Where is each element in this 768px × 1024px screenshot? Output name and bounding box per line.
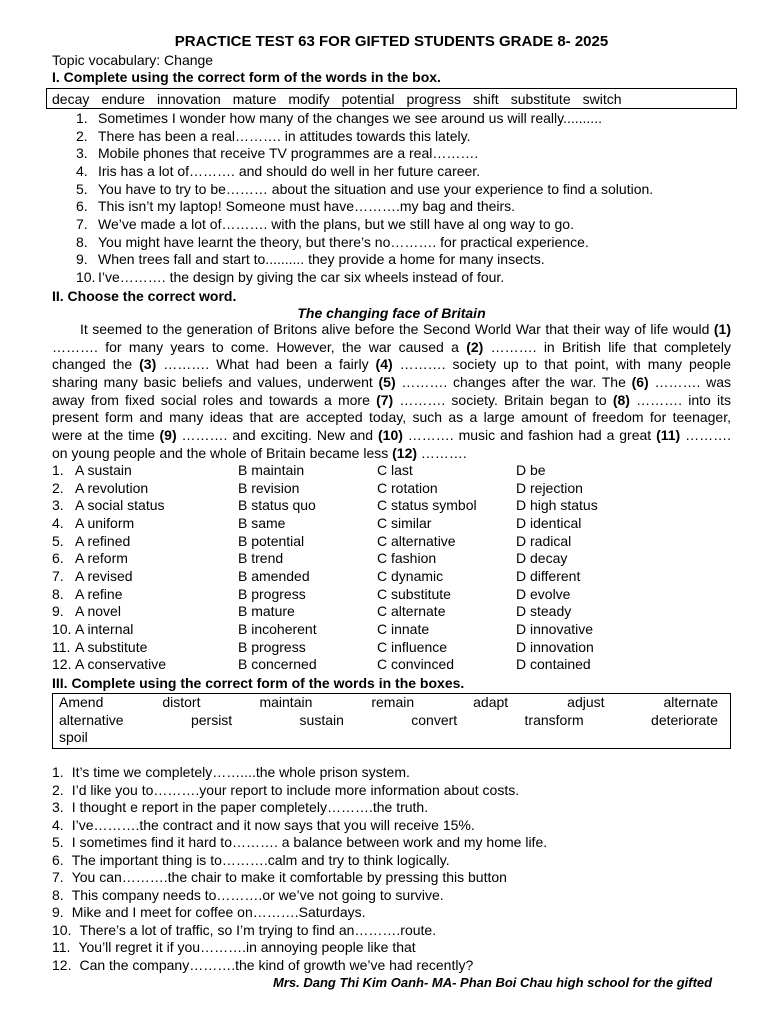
option-a: A reform [75, 550, 128, 567]
question-number: 8. [52, 886, 64, 903]
gap-number: (12) [392, 444, 418, 461]
passage-line [52, 409, 731, 427]
passage-line [52, 427, 731, 445]
option-a: A revised [75, 567, 133, 584]
option-a: A novel [75, 603, 121, 620]
section-1-heading: I. Complete using the correct form of the words in the box. [52, 69, 441, 85]
option-b: B amended [238, 567, 310, 584]
question-number: 1. [52, 764, 64, 780]
question-number: 5. [52, 834, 64, 850]
option-d: D steady [516, 603, 572, 620]
question-text: I’ve………. the design by giving the car six wheels instead of four. [98, 268, 505, 285]
option-number: 2. [52, 479, 64, 496]
option-row [52, 480, 731, 498]
option-c: C alternate [377, 603, 446, 620]
question-number: 8. [76, 233, 88, 250]
option-number: 3. [52, 497, 64, 514]
box-word: adapt [473, 694, 509, 710]
option-a: A conservative [75, 656, 167, 673]
option-d: D innovation [516, 638, 594, 655]
passage-text: ………. What had been a fairly [156, 356, 376, 373]
question-item [76, 128, 736, 146]
question-item [76, 145, 736, 163]
question-number: 12. [52, 956, 72, 973]
question-item [76, 181, 736, 199]
question-text: This company needs to……….or we’ve not going to survive. [71, 886, 444, 903]
gap-number: (10) [378, 426, 403, 443]
option-a: A refined [75, 532, 131, 549]
question-item [52, 782, 731, 800]
question-number: 10. [52, 921, 72, 938]
option-number: 4. [52, 514, 64, 531]
question-text: There has been a real………. in attitudes towards this lately. [98, 127, 471, 144]
page-title: PRACTICE TEST 63 FOR GIFTED STUDENTS GRADE 8- 2025 [174, 33, 609, 50]
option-number: 12. [52, 656, 72, 673]
question-number: 7. [76, 215, 88, 232]
option-row [52, 550, 731, 568]
section-1-questions [76, 110, 736, 287]
passage-text: ………. in British life that completely [483, 338, 731, 355]
gap-number: (7) [376, 391, 394, 408]
option-b: B revision [238, 479, 300, 496]
box-word: deteriorate [651, 711, 718, 728]
question-item [76, 216, 736, 234]
option-d: D evolve [516, 585, 571, 602]
question-number: 2. [52, 781, 64, 798]
question-text: I’ve……….the contract and it now says that you will receive 15%. [71, 816, 475, 833]
question-text: Mobile phones that receive TV programmes are a real………. [98, 145, 479, 162]
question-item [52, 817, 731, 835]
option-c: C dynamic [377, 567, 444, 584]
answer-options [52, 462, 731, 674]
passage-line [52, 321, 731, 339]
question-text: The important thing is to……….calm and try to think logically. [71, 851, 450, 868]
option-c: C similar [377, 514, 432, 531]
option-number: 9. [52, 603, 64, 620]
passage-text: ………. for many years to come. However, the war caused a [52, 338, 467, 355]
option-row [52, 639, 731, 657]
question-text: You might have learnt the theory, but there’s no………. for practical experience. [98, 233, 589, 250]
option-b: B same [238, 514, 286, 531]
question-text: I’d like you to……….your report to include more information about costs. [71, 781, 520, 798]
option-row [52, 515, 731, 533]
option-d: D high status [516, 497, 598, 514]
box-word: innovation [156, 90, 221, 107]
option-d: D radical [516, 532, 572, 549]
word-box-row [59, 729, 718, 747]
box-word: endure [101, 90, 145, 107]
passage-text: ………. society. Britain began to [393, 391, 613, 408]
option-a: A uniform [75, 514, 135, 531]
question-text: You have to try to be……… about the situation and use your experience to find a solution. [98, 180, 654, 197]
question-number: 11. [52, 939, 71, 955]
option-d: D innovative [516, 620, 594, 637]
question-text: Iris has a lot of………. and should do well in her future career. [98, 162, 481, 179]
box-word: sustain [299, 711, 344, 728]
gap-number: (3) [139, 356, 157, 373]
box-word: distort [162, 694, 201, 710]
passage-text: ………. changes after the war. The [395, 373, 632, 390]
passage-text: ………. was [648, 373, 731, 390]
box-word: maintain [259, 694, 313, 710]
question-item [52, 834, 731, 852]
box-word: alternative [59, 711, 124, 728]
question-item [76, 251, 736, 269]
option-c: C last [377, 462, 413, 478]
option-b: B mature [238, 603, 295, 620]
question-number: 10. [76, 268, 96, 285]
option-row [52, 462, 731, 480]
question-text: You can……….the chair to make it comfortable by pressing this button [71, 869, 507, 885]
passage [52, 321, 731, 462]
passage-text: away from fixed social roles and towards a more [52, 391, 377, 408]
question-item [76, 234, 736, 252]
question-number: 7. [52, 869, 64, 885]
question-text: This isn’t my laptop! Someone must have……….my bag and theirs. [98, 198, 516, 215]
box-word: persist [190, 711, 233, 728]
box-word: spoil [59, 729, 88, 745]
box-word: shift [473, 90, 499, 107]
passage-title: The changing face of Britain [297, 305, 486, 321]
gap-number: (5) [378, 373, 396, 390]
option-b: B incoherent [238, 620, 317, 637]
passage-text: ………. music and fashion had a great [402, 426, 657, 443]
option-c: C innate [377, 620, 430, 637]
question-item [52, 904, 731, 922]
gap-number: (1) [713, 321, 731, 337]
question-number: 6. [76, 198, 88, 215]
question-text: It’s time we completely……....the whole prison system. [71, 764, 410, 780]
option-a: A social status [75, 497, 165, 514]
box-word: mature [232, 90, 277, 107]
passage-text: It seemed to the generation of Britons alive before the Second World War that their way of life would [80, 321, 714, 337]
box-word: convert [411, 711, 458, 728]
question-text: I sometimes find it hard to………. a balance between work and my home life. [71, 834, 548, 850]
option-c: C convinced [377, 656, 455, 673]
box-word: remain [371, 694, 415, 710]
passage-text: sharing many basic beliefs and values, underwent [52, 373, 379, 390]
option-d: D identical [516, 514, 582, 531]
option-d: D different [516, 567, 581, 584]
option-d: D contained [516, 656, 591, 673]
option-number: 11. [52, 638, 71, 655]
question-text: Mike and I meet for coffee on……….Saturdays. [71, 904, 366, 920]
option-number: 1. [52, 462, 64, 478]
question-item [52, 799, 731, 817]
passage-line [52, 374, 731, 392]
gap-number: (6) [631, 373, 649, 390]
passage-text: were at the time [52, 426, 160, 443]
box-word: potential [341, 90, 395, 107]
question-text: You’ll regret it if you……….in annoying people like that [78, 939, 416, 955]
question-item [52, 887, 731, 905]
question-number: 4. [76, 162, 88, 179]
question-text: Sometimes I wonder how many of the changes we see around us will really.......... [98, 110, 602, 126]
word-box-row [59, 694, 718, 712]
question-text: When trees fall and start to.......... they provide a home for many insects. [98, 251, 545, 268]
question-text: Can the company……….the kind of growth we’ve had recently? [79, 956, 474, 973]
option-number: 8. [52, 585, 64, 602]
section-1-word-box [46, 88, 737, 109]
option-d: D be [516, 462, 546, 478]
option-row [52, 533, 731, 551]
option-number: 5. [52, 532, 64, 549]
passage-line [52, 392, 731, 410]
option-a: A sustain [75, 462, 132, 478]
question-item [76, 269, 736, 287]
passage-text: changed the [52, 356, 140, 373]
question-item [76, 198, 736, 216]
question-item [76, 163, 736, 181]
option-row [52, 603, 731, 621]
option-row [52, 497, 731, 515]
question-text: I thought e report in the paper completely……….the truth. [71, 799, 429, 815]
gap-number: (8) [612, 391, 630, 408]
box-word: modify [288, 90, 330, 107]
passage-line [52, 445, 731, 463]
question-item [52, 939, 731, 957]
question-number: 3. [76, 145, 88, 162]
question-item [52, 869, 731, 887]
passage-text: ………. and exciting. New and [176, 426, 378, 443]
question-item [52, 852, 731, 870]
passage-line [52, 339, 731, 357]
passage-text: ………. into its [629, 391, 731, 408]
option-number: 10. [52, 620, 72, 637]
option-a: A internal [75, 620, 134, 637]
box-word: substitute [510, 90, 571, 107]
option-a: A substitute [75, 638, 148, 655]
question-item [52, 922, 731, 940]
box-word: transform [524, 711, 584, 728]
option-row [52, 656, 731, 674]
option-c: C rotation [377, 479, 438, 496]
topic-line: Topic vocabulary: Change [52, 52, 214, 68]
passage-text: ………. society up to that point, with many people [392, 356, 731, 373]
box-word: progress [406, 90, 461, 107]
word-box-row [59, 712, 718, 730]
option-d: D rejection [516, 479, 583, 496]
option-c: C influence [377, 638, 448, 655]
option-b: B maintain [238, 462, 305, 478]
author-footer: Mrs. Dang Thi Kim Oanh- MA- Phan Boi Chau high school for the gifted [273, 975, 713, 990]
option-row [52, 586, 731, 604]
passage-text: present form and many ideas that are accepted today, such as a large amount of freedom for teenager, [52, 409, 731, 426]
gap-number: (9) [159, 426, 177, 443]
section-3-questions [52, 764, 731, 974]
section-3-heading: III. Complete using the correct form of the words in the boxes. [52, 675, 465, 691]
option-b: B concerned [238, 656, 317, 673]
question-number: 6. [52, 851, 64, 868]
box-word: alternate [663, 694, 718, 710]
box-word: Amend [59, 694, 104, 710]
question-number: 9. [52, 904, 64, 920]
gap-number: (4) [375, 356, 393, 373]
option-number: 7. [52, 567, 64, 584]
option-a: A revolution [75, 479, 149, 496]
option-b: B progress [238, 585, 306, 602]
box-word: switch [582, 90, 622, 107]
gap-number: (2) [466, 338, 484, 355]
question-number: 5. [76, 180, 88, 197]
option-number: 6. [52, 550, 64, 567]
section-2-heading: II. Choose the correct word. [52, 288, 237, 304]
question-number: 3. [52, 799, 64, 815]
option-d: D decay [516, 550, 568, 567]
box-word: decay [52, 90, 90, 107]
option-b: B status quo [238, 497, 316, 514]
option-row [52, 568, 731, 586]
gap-number: (11) [656, 426, 681, 443]
passage-text: ………. [680, 426, 731, 443]
question-text: We’ve made a lot of………. with the plans, but we still have al ong way to go. [98, 215, 574, 232]
option-b: B progress [238, 638, 306, 655]
question-text: There’s a lot of traffic, so I’m trying to find an……….route. [79, 921, 437, 938]
option-c: C fashion [377, 550, 437, 567]
box-word: adjust [567, 694, 605, 710]
question-item [52, 957, 731, 975]
section-3-word-box [52, 693, 731, 749]
passage-text: on young people and the whole of Britain became less [52, 444, 393, 461]
question-item [76, 110, 736, 128]
passage-text: ………. [417, 444, 467, 461]
question-number: 9. [76, 251, 88, 268]
question-number: 1. [76, 110, 88, 126]
passage-line [52, 356, 731, 374]
option-c: C substitute [377, 585, 451, 602]
option-row [52, 621, 731, 639]
option-c: C status symbol [377, 497, 477, 514]
option-b: B trend [238, 550, 284, 567]
option-c: C alternative [377, 532, 456, 549]
question-number: 4. [52, 816, 64, 833]
option-a: A refine [75, 585, 123, 602]
question-number: 2. [76, 127, 88, 144]
option-b: B potential [238, 532, 305, 549]
question-item [52, 764, 731, 782]
